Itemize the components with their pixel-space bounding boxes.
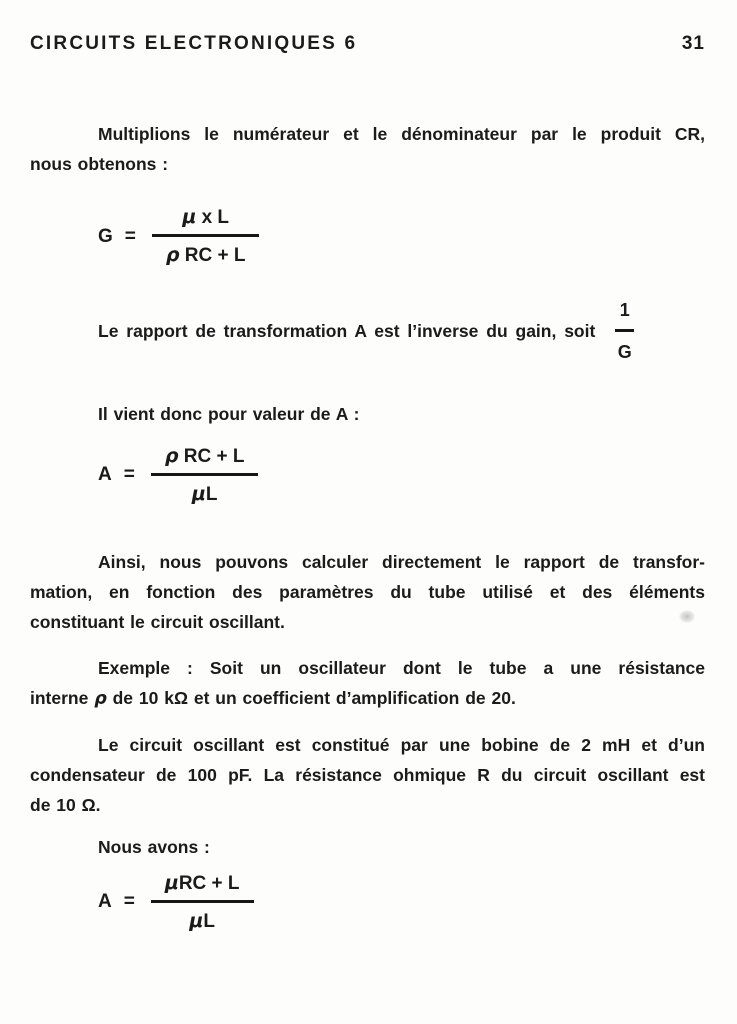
fraction-numerator xyxy=(151,872,254,900)
greek-mu: μ xyxy=(189,909,204,932)
greek-rho: ρ xyxy=(94,688,107,709)
text-line: Il vient donc pour valeur de A : xyxy=(98,403,360,424)
text-segment: interne xyxy=(30,687,95,708)
text-line: nous obtenons : xyxy=(30,154,169,174)
paragraph-circuit xyxy=(30,730,705,820)
paragraph-ainsi xyxy=(30,547,705,637)
equals-sign: = xyxy=(123,891,135,912)
text-line xyxy=(30,683,705,714)
formula-lhs: A xyxy=(98,464,112,485)
inline-fraction-1-over-G xyxy=(615,295,634,367)
text-line: condensateur de 100 pF. La résistance ohmique R du circuit oscillant est xyxy=(30,764,705,785)
text-line: de 10 Ω. xyxy=(30,794,101,815)
greek-mu: μ xyxy=(164,871,179,894)
formula-a xyxy=(98,445,705,506)
fraction-numerator: 1 xyxy=(619,300,630,320)
fraction-numerator xyxy=(168,206,243,234)
denominator-rest: L xyxy=(203,910,215,932)
formula-a-numeric xyxy=(98,872,705,933)
denominator-rest: RC + L xyxy=(179,245,246,266)
denominator-rest: L xyxy=(205,483,218,505)
greek-rho: ρ xyxy=(164,444,179,467)
text-line: Le rapport de transformation A est l’inverse du gain, soit xyxy=(98,320,596,341)
paragraph-intro xyxy=(30,119,705,179)
page-header xyxy=(30,33,705,55)
text-line: Ainsi, nous pouvons calculer directement le rapport de transfor- xyxy=(98,551,705,572)
greek-mu: μ xyxy=(191,482,206,505)
fraction-denominator xyxy=(152,237,260,267)
running-title: CIRCUITS ELECTRONIQUES 6 xyxy=(30,33,358,54)
text-line: Multiplions le numérateur et le dénominateur par le produit CR, xyxy=(98,124,705,144)
greek-rho: ρ xyxy=(165,244,180,266)
equals-sign: = xyxy=(124,225,136,247)
page-number: 31 xyxy=(681,33,705,54)
paragraph-exemple xyxy=(30,653,705,714)
text-segment: de 10 kΩ et un coefficient d’amplification de 20. xyxy=(106,687,516,708)
formula-lhs: A xyxy=(98,891,112,912)
text-line: Nous avons : xyxy=(98,836,210,857)
formula-lhs: G xyxy=(98,225,113,247)
fraction xyxy=(152,206,260,267)
text-line: constituant le circuit oscillant. xyxy=(30,611,285,632)
fraction xyxy=(151,872,254,933)
text-line: Exemple : Soit un oscillateur dont le tube a une résistance xyxy=(98,657,705,678)
text-line: mation, en fonction des paramètres du tube utilisé et des éléments xyxy=(30,581,705,602)
paragraph-nous-avons xyxy=(30,832,705,862)
numerator-rest: x L xyxy=(196,207,230,228)
greek-mu: μ xyxy=(182,206,197,228)
fraction-numerator xyxy=(151,445,259,473)
paragraph-il-vient xyxy=(30,399,705,429)
equals-sign: = xyxy=(123,464,135,485)
numerator-rest: RC + L xyxy=(178,445,245,467)
fraction-denominator xyxy=(175,903,229,933)
paragraph-rapport xyxy=(98,295,705,367)
text-line: Le circuit oscillant est constitué par une bobine de 2 mH et d’un xyxy=(98,734,705,755)
fraction xyxy=(151,445,259,506)
formula-gain xyxy=(98,206,705,267)
fraction-denominator xyxy=(178,476,232,506)
numerator-rest: RC + L xyxy=(178,872,240,894)
scan-smudge-artifact xyxy=(679,610,695,623)
fraction-denominator: G xyxy=(617,341,632,362)
